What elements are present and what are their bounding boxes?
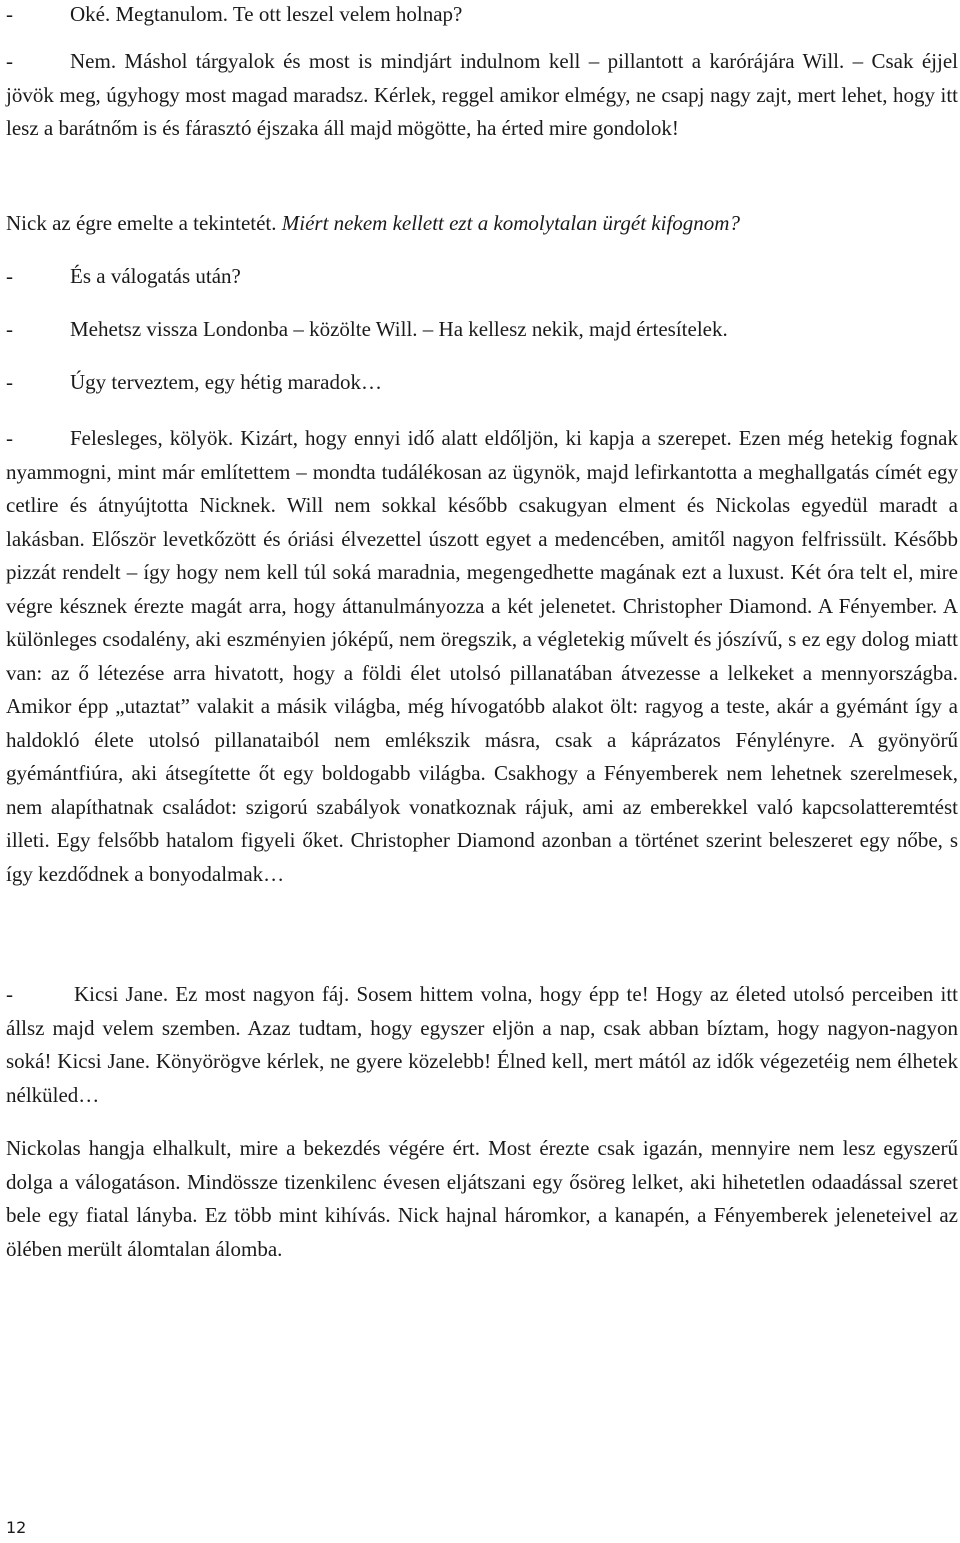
dialogue-line-4: - És a válogatás után? xyxy=(6,264,241,288)
dialogue-line-6: - Úgy terveztem, egy hétig maradok… xyxy=(6,370,382,394)
dialogue-paragraph-2: - Nem. Máshol tárgyalok és most is mindjárt indulnom kell – pillantott a karórájára Will. – Csak éjjel jövök meg, úgyhogy most magad maradsz. Kérlek, reggel amikor elmégy, ne csapj nagy zajt, mert lehet, hogy itt lesz a barátnőm is és fárasztó éjszaka áll majd mögötte, ha érted mire gondolok! xyxy=(6,49,958,140)
page-number: 12 xyxy=(6,1518,27,1537)
narration-paragraph-9: Nickolas hangja elhalkult, mire a bekezdés végére ért. Most érezte csak igazán, mennyire nem lesz egyszerű dolga a válogatáson. Mindössze tizenkilenc évesen eljátszani egy ősöreg lelket, aki hihetetlen odaadással szeret bele egy fiatal lányba. Ez több mint kihívás. Nick hajnal háromkor, a kanapén, a Fényemberek jeleneteivel az ölében merült álomtalan álomba. xyxy=(6,1136,958,1261)
dialogue-paragraph-7: - Felesleges, kölyök. Kizárt, hogy ennyi idő alatt eldőljön, ki kapja a szerepet. Ezen még hetekig fognak nyammogni, mint már említettem – mondta tudálékosan az ügynök, majd lefirkantotta a meghallgatás címét egy cetlire és átnyújtotta Nicknek. Will nem sokkal később csakugyan elment és Nickolas egyedül maradt a lakásban. Először levetkőzött és óriási élvezettel úszott egyet a medencében, amitől nagyon felfrissült. Később pizzát rendelt – így hogy nem kell túl soká maradnia, megengedhette magának ezt a luxust. Két óra telt el, mire végre késznek érezte magát arra, hogy áttanulmányozza a két jelenetet. Christopher Diamond. A Fényember. A különleges csodalény, aki eszményien jóképű, nem öregszik, a végletekig művelt és jószívű, s ez egy dolog miatt van: az ő létezése arra hivatott, hogy a földi élet utolsó pillanatában átvezesse a lelkeket a mennyországba. Amikor épp „utaztat” valakit a másik világba, még hívogatóbb alakot ölt: ragyog a teste, akár a gyémánt így a haldokló élete utolsó pillanataiból nem emlékszik másra, csak a káprázatos Fénylényre. A gyönyörű gyémántfiúra, aki átsegítette őt egy boldogabb világba. Csakhogy a Fényemberek nem lehetnek szerelmesek, nem alapíthatnak családot: szigorú szabályok vonatkoznak rájuk, ami az emberekkel való kapcsolatteremtést illeti. Egy felsőbb hatalom figyeli őket. Christopher Diamond azonban a történet szerint beleszeret egy nőbe, s így kezdődnek a bonyodalmak… xyxy=(6,426,958,886)
narration-paragraph-3: Nick az égre emelte a tekintetét. Miért nekem kellett ezt a komolytalan ürgét kifognom? xyxy=(6,211,740,235)
dialogue-line-5: - Mehetsz vissza Londonba – közölte Will. – Ha kellesz nekik, majd értesítelek. xyxy=(6,317,728,341)
dialogue-line-1: - Oké. Megtanulom. Te ott leszel velem holnap? xyxy=(6,2,463,26)
dialogue-paragraph-8: - Kicsi Jane. Ez most nagyon fáj. Sosem hittem volna, hogy épp te! Hogy az életed utolsó perceiben itt állsz majd velem szemben. Azaz tudtam, hogy egyszer eljön a nap, csak abban bíztam, hogy nagyon-nagyon soká! Kicsi Jane. Könyörögve kérlek, ne gyere közelebb! Élned kell, mert mától az idők végezetéig nem élhetek nélküled… xyxy=(6,982,958,1107)
